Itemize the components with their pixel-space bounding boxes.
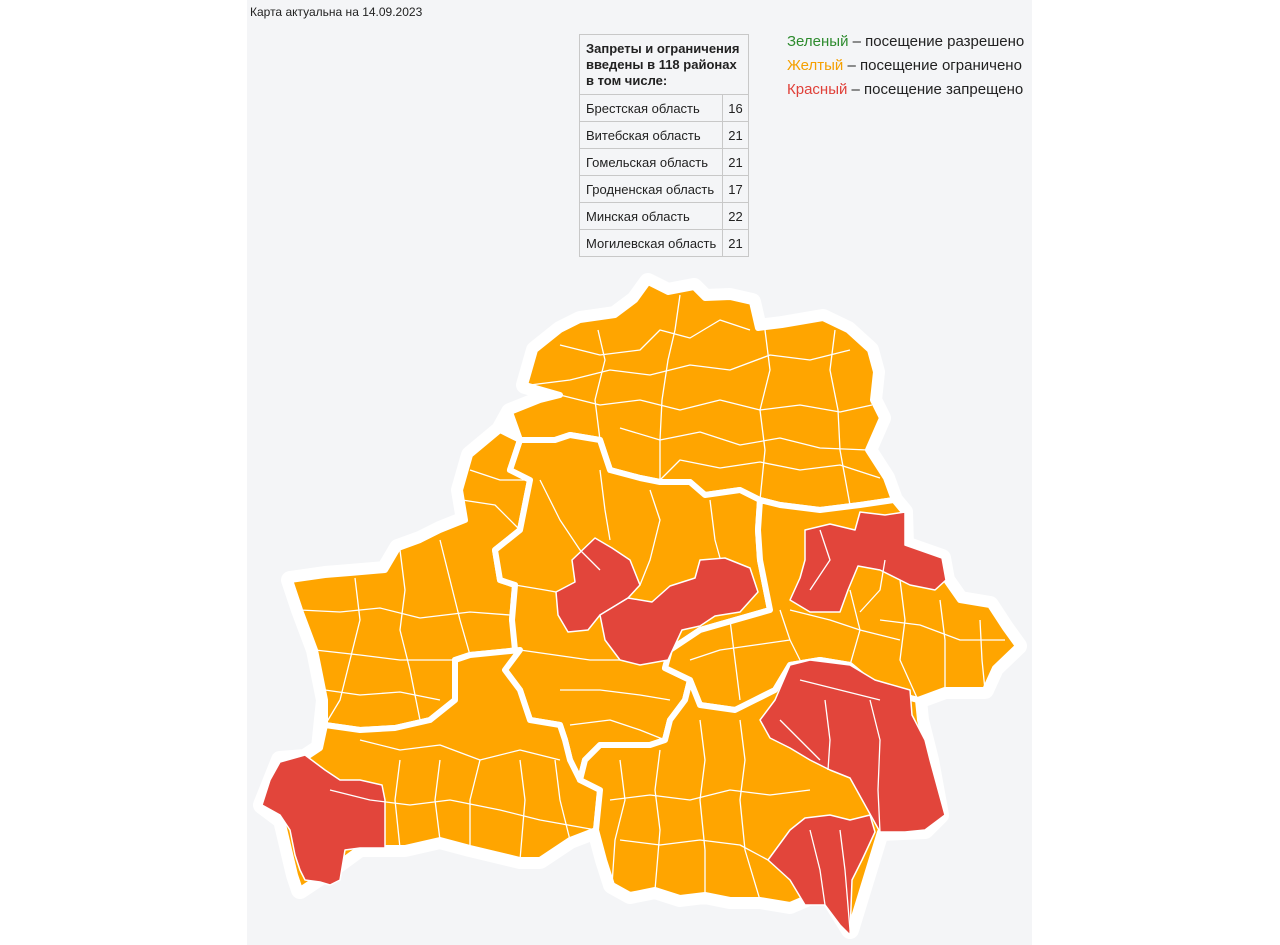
- legend-description: – посещение ограничено: [843, 57, 1022, 74]
- legend-description: – посещение разрешено: [848, 33, 1025, 50]
- table-row: [580, 230, 749, 257]
- region-name: Могилевская область: [580, 230, 723, 257]
- region-name: Минская область: [580, 203, 723, 230]
- legend-item-yellow: [787, 55, 1024, 79]
- region-name: Гомельская область: [580, 149, 723, 176]
- table-row: [580, 203, 749, 230]
- legend-color-word: Зеленый: [787, 33, 849, 50]
- region-count: 21: [723, 149, 748, 176]
- region-count: 21: [723, 122, 748, 149]
- table-row: [580, 176, 749, 203]
- belarus-districts-map: [247, 270, 1032, 945]
- legend-description: – посещение запрещено: [847, 81, 1024, 98]
- region-count: 16: [723, 95, 748, 122]
- map-date-label: Карта актуальна на 14.09.2023: [250, 5, 423, 19]
- region-count: 22: [723, 203, 748, 230]
- region-name: Брестская область: [580, 95, 723, 122]
- legend-item-green: [787, 31, 1024, 55]
- region-name: Гродненская область: [580, 176, 723, 203]
- region-name: Витебская область: [580, 122, 723, 149]
- restrictions-table-header: Запреты и ограничения введены в 118 районах в том числе:: [580, 35, 749, 95]
- region-count: 17: [723, 176, 748, 203]
- map-legend: [787, 31, 1024, 103]
- table-row: [580, 149, 749, 176]
- restrictions-table: [579, 34, 749, 257]
- region-count: 21: [723, 230, 748, 257]
- legend-color-word: Красный: [787, 81, 848, 98]
- legend-item-red: [787, 79, 1024, 103]
- table-row: [580, 122, 749, 149]
- content-panel: [247, 0, 1032, 945]
- legend-color-word: Желтый: [787, 57, 844, 74]
- table-row: [580, 95, 749, 122]
